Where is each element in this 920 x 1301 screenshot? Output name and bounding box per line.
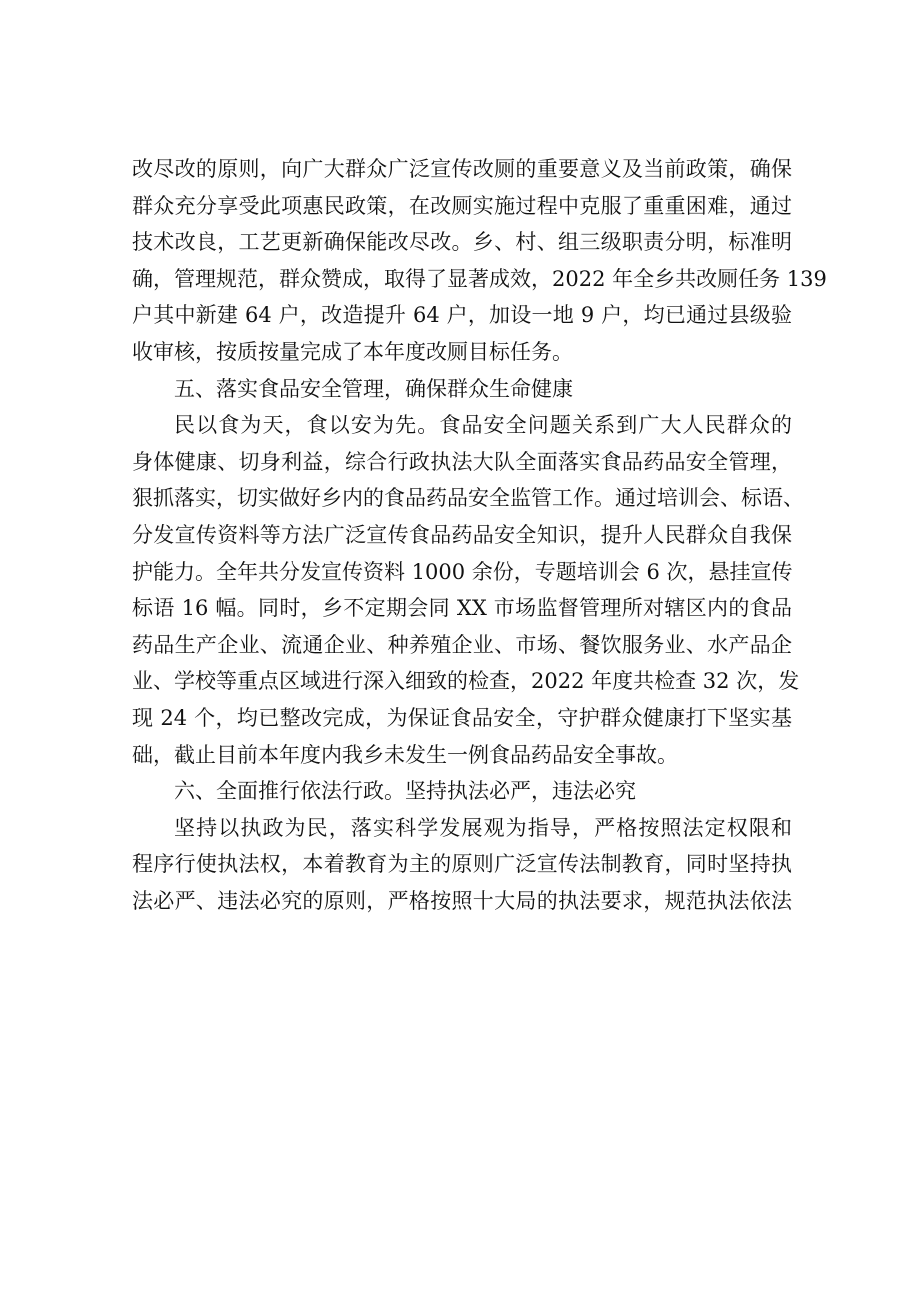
text-line: 药品生产企业、流通企业、种养殖企业、市场、餐饮服务业、水产品企	[132, 632, 792, 657]
text-line: 收审核，按质按量完成了本年度改厕目标任务。	[132, 339, 573, 364]
text-line: 业、学校等重点区域进行深入细致的检查，2022 年度共检查 32 次，发	[132, 669, 800, 694]
text-line: 法必严、违法必究的原则，严格按照十大局的执法要求，规范执法依法	[132, 888, 792, 913]
text-line: 标语 16 幅。同时，乡不定期会同 XX 市场监督管理所对辖区内的食品	[132, 596, 792, 621]
text-line: 础，截止目前本年度内我乡未发生一例食品药品安全事故。	[132, 742, 678, 767]
text-line: 技术改良，工艺更新确保能改尽改。乡、村、组三级职责分明，标准明	[132, 230, 792, 255]
text-line: 程序行使执法权，本着教育为主的原则广泛宣传法制教育，同时坚持执	[132, 852, 792, 877]
text-line: 确，管理规范，群众赞成，取得了显著成效，2022 年全乡共改厕任务 139	[132, 266, 827, 291]
section-heading-5: 五、落实食品安全管理，确保群众生命健康	[174, 376, 573, 401]
text-line: 狠抓落实，切实做好乡内的食品药品安全监管工作。通过培训会、标语、	[132, 486, 804, 511]
text-line: 分发宣传资料等方法广泛宣传食品药品安全知识，提升人民群众自我保	[132, 522, 792, 547]
text-line: 现 24 个，均已整改完成，为保证食品安全，守护群众健康打下坚实基	[132, 705, 792, 730]
paragraph-2	[132, 407, 804, 773]
text-line: 群众充分享受此项惠民政策，在改厕实施过程中克服了重重困难，通过	[132, 193, 792, 218]
text-line: 坚持以执政为民，落实科学发展观为指导，严格按照法定权限和	[174, 815, 792, 840]
paragraph-3	[132, 810, 792, 920]
text-line: 户其中新建 64 户，改造提升 64 户，加设一地 9 户，均已通过县级验	[132, 303, 792, 328]
paragraph-1	[132, 151, 827, 371]
text-line: 身体健康、切身利益，综合行政执法大队全面落实食品药品安全管理，	[132, 449, 792, 474]
text-line: 改尽改的原则，向广大群众广泛宣传改厕的重要意义及当前政策，确保	[132, 157, 792, 181]
text-line: 民以食为天，食以安为先。食品安全问题关系到广大人民群众的	[174, 413, 792, 438]
section-heading-6: 六、全面推行依法行政。坚持执法必严，违法必究	[174, 779, 636, 804]
document-body	[132, 151, 827, 919]
text-line: 护能力。全年共分发宣传资料 1000 余份，专题培训会 6 次，悬挂宣传	[132, 559, 793, 584]
